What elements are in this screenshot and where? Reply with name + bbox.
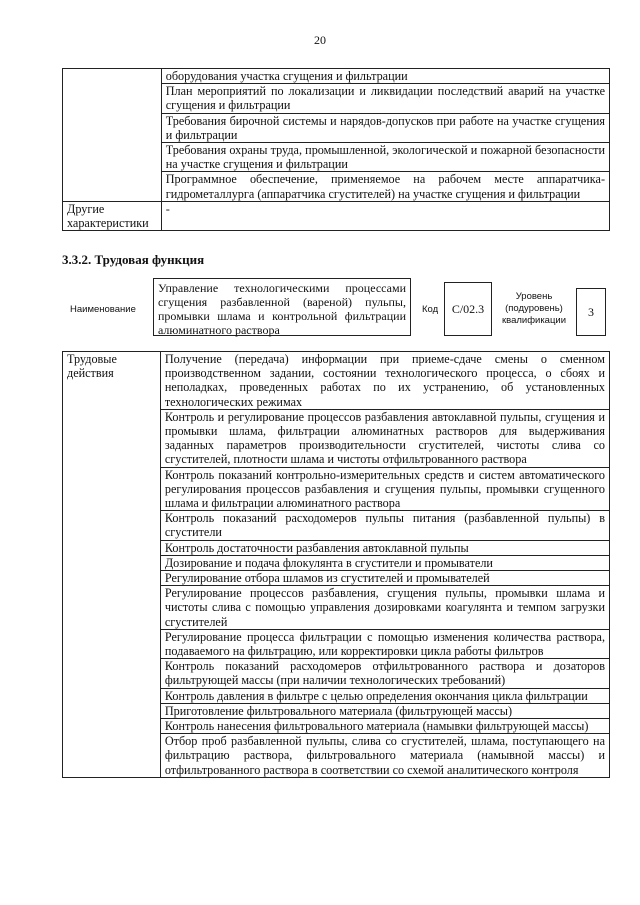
table-row: Контроль показаний расходомеров отфильтрованного раствора и дозаторов фильтрующей массы (при наличии технологических требований) bbox=[160, 659, 609, 688]
table-row: Отбор проб разбавленной пульпы, слива со сгустителей, шлама, поступающего на фильтрацию раствора, фильтровального материала (намывной массы) и отфильтрованного раствора в соответствии со схемой аналитического контроля bbox=[160, 734, 609, 778]
table-row: Программное обеспечение, применяемое на рабочем месте аппаратчика-гидрометаллурга (аппаратчика сгустителей) на участке сгущения и фильтрации bbox=[161, 172, 609, 201]
table-row: Приготовление фильтровального материала (фильтрующей массы) bbox=[160, 703, 609, 718]
table-row: Контроль показаний контрольно-измерительных средств и систем автоматического регулирования процессов разбавления и сгущения пульпы, промывки сгущенного шлама и фильтрации алюминатного раствора bbox=[160, 467, 609, 511]
table-row: Регулирование процесса фильтрации с помощью изменения количества раствора, подаваемого на фильтрацию, или корректировки цикла работы фильтров bbox=[160, 629, 609, 658]
page-number: 20 bbox=[314, 33, 326, 47]
table-row: Контроль достаточности разбавления автоклавной пульпы bbox=[160, 540, 609, 555]
name-label: Наименование bbox=[70, 304, 136, 315]
level-value: 3 bbox=[576, 288, 606, 336]
other-characteristics-value: - bbox=[161, 201, 609, 230]
labor-actions-table bbox=[62, 351, 610, 778]
table-row: Контроль давления в фильтре с целью определения окончания цикла фильтрации bbox=[160, 688, 609, 703]
level-label: Уровень (подуровень) квалификации bbox=[501, 291, 567, 326]
table-row: Регулирование процессов разбавления, сгущения пульпы, промывки шлама и чистоты слива с помощью управления дозировками коагулянта и темпом загрузки сгустителей bbox=[160, 586, 609, 630]
table-row: Требования бирочной системы и нарядов-допусков при работе на участке сгущения и фильтрации bbox=[161, 113, 609, 142]
function-name: Управление технологическими процессами сгущения разбавленной (вареной) пульпы, промывки шлама и контрольной фильтрации алюминатного раствора bbox=[153, 278, 411, 336]
table-row: Регулирование отбора шламов из сгустителей и промывателей bbox=[160, 571, 609, 586]
table-row: План мероприятий по локализации и ликвидации последствий аварий на участке сгущения и фильтрации bbox=[161, 84, 609, 113]
table-row: Контроль и регулирование процессов разбавления автоклавной пульпы, сгущения и промывки шлама, фильтрации алюминатных растворов для выдерживания заданных параметров производительности сгустителей, чистоты слива со сгустителей, плотности шлама и чистоты отфильтрованного раствора bbox=[160, 409, 609, 467]
table-row: Дозирование и подача флокулянта в сгустители и промыватели bbox=[160, 555, 609, 570]
labor-actions-label: Трудовые действия bbox=[63, 352, 161, 410]
table-row: Контроль показаний расходомеров пульпы питания (разбавленной пульпы) в сгустители bbox=[160, 511, 609, 540]
table-row: Контроль нанесения фильтровального материала (намывки фильтрующей массы) bbox=[160, 719, 609, 734]
table-row: оборудования участка сгущения и фильтрации bbox=[161, 69, 609, 84]
code-value: C/02.3 bbox=[444, 282, 492, 336]
other-characteristics-label: Другие характеристики bbox=[63, 201, 162, 230]
section-title: 3.3.2. Трудовая функция bbox=[62, 252, 205, 267]
code-label: Код bbox=[422, 304, 439, 315]
knowledge-table bbox=[62, 68, 610, 231]
table-row: Требования охраны труда, промышленной, экологической и пожарной безопасности на участке сгущения и фильтрации bbox=[161, 143, 609, 172]
table-row: Получение (передача) информации при приеме-сдаче смены о сменном производственном задании, состоянии технологического процесса, о сбоях и неполадках, проведенных работах по их устранению, об установленных технологических режимах bbox=[160, 352, 609, 410]
